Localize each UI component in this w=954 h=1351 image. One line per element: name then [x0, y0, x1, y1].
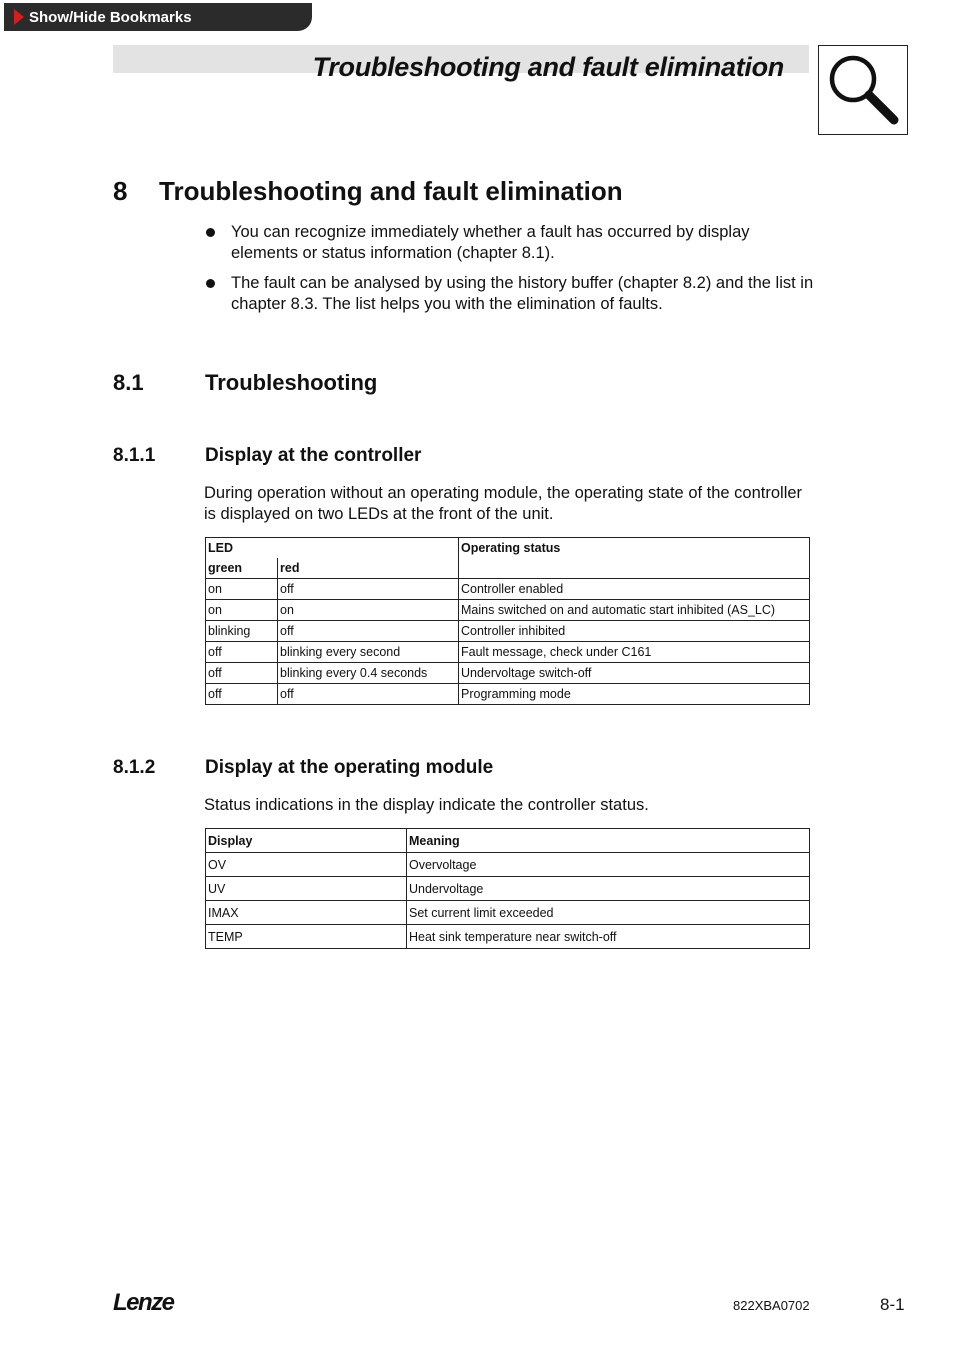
section-paragraph: Status indications in the display indicate the controller status. — [204, 796, 649, 814]
cell-status: Programming mode — [459, 684, 810, 705]
bullet-icon — [206, 279, 215, 288]
table-row — [206, 621, 810, 642]
section-number: 8.1 — [113, 370, 144, 395]
table-row — [206, 901, 810, 925]
table-row — [206, 684, 810, 705]
subsection-number: 8.1.1 — [113, 445, 156, 466]
header-meaning: Meaning — [407, 829, 810, 853]
cell-meaning: Undervoltage — [407, 877, 810, 901]
cell-green: off — [206, 642, 278, 663]
bullet-text: The fault can be analysed by using the history buffer (chapter 8.2) and the list in chapter 8.3. The list helps you with the elimination of faults. — [231, 274, 814, 313]
cell-status: Controller enabled — [459, 579, 810, 600]
chapter-heading — [113, 176, 623, 207]
cell-meaning: Set current limit exceeded — [407, 901, 810, 925]
chapter-title: Troubleshooting and fault elimination — [159, 176, 623, 206]
list-item — [204, 222, 814, 264]
cell-meaning: Heat sink temperature near switch-off — [407, 925, 810, 949]
section-paragraph: During operation without an operating module, the operating state of the controller is displayed on two LEDs at the front of the unit. — [204, 484, 803, 523]
cell-status: Fault message, check under C161 — [459, 642, 810, 663]
cell-status: Mains switched on and automatic start inhibited (AS_LC) — [459, 600, 810, 621]
cell-green: on — [206, 600, 278, 621]
subsection-heading — [113, 445, 421, 467]
cell-red: blinking every 0.4 seconds — [278, 663, 459, 684]
page-number: 8-1 — [880, 1295, 905, 1314]
subsection-heading — [113, 757, 493, 779]
section-title: Troubleshooting — [205, 370, 378, 395]
cell-green: on — [206, 579, 278, 600]
document-id: 822XBA0702 — [733, 1298, 810, 1313]
cell-status: Controller inhibited — [459, 621, 810, 642]
table-header-row — [206, 829, 810, 853]
lenze-logo: Lenze — [113, 1289, 174, 1316]
header-green: green — [206, 558, 278, 579]
cell-red: on — [278, 600, 459, 621]
chapter-number: 8 — [113, 176, 128, 206]
header-red: red — [278, 558, 459, 579]
bullet-text: You can recognize immediately whether a fault has occurred by display elements or status information (chapter 8.1). — [231, 223, 750, 262]
table-row — [206, 663, 810, 684]
list-item — [204, 273, 814, 315]
cell-red: off — [278, 621, 459, 642]
subsection-title: Display at the operating module — [205, 757, 494, 778]
magnifier-icon — [818, 45, 908, 135]
show-hide-bookmarks-button[interactable] — [4, 3, 312, 31]
bullet-icon — [206, 228, 215, 237]
cell-status: Undervoltage switch-off — [459, 663, 810, 684]
table-row — [206, 925, 810, 949]
led-status-table — [205, 537, 810, 705]
header-operating-status: Operating status — [459, 538, 810, 579]
table-row — [206, 579, 810, 600]
subsection-title: Display at the controller — [205, 445, 422, 466]
cell-red: blinking every second — [278, 642, 459, 663]
table-row — [206, 642, 810, 663]
intro-bullet-list — [204, 222, 814, 324]
table-row — [206, 600, 810, 621]
cell-green: blinking — [206, 621, 278, 642]
triangle-right-icon — [14, 9, 24, 25]
header-led: LED — [206, 538, 459, 559]
cell-display: OV — [206, 853, 407, 877]
table-header-row — [206, 538, 810, 559]
cell-display: IMAX — [206, 901, 407, 925]
cell-green: off — [206, 663, 278, 684]
table-row — [206, 877, 810, 901]
section-heading — [113, 370, 377, 396]
cell-display: UV — [206, 877, 407, 901]
cell-meaning: Overvoltage — [407, 853, 810, 877]
bookmarks-label: Show/Hide Bookmarks — [29, 8, 192, 26]
cell-display: TEMP — [206, 925, 407, 949]
display-status-table — [205, 828, 810, 949]
running-header-title: Troubleshooting and fault elimination — [312, 52, 784, 82]
header-display: Display — [206, 829, 407, 853]
cell-red: off — [278, 684, 459, 705]
cell-red: off — [278, 579, 459, 600]
cell-green: off — [206, 684, 278, 705]
table-row — [206, 853, 810, 877]
subsection-number: 8.1.2 — [113, 757, 156, 778]
